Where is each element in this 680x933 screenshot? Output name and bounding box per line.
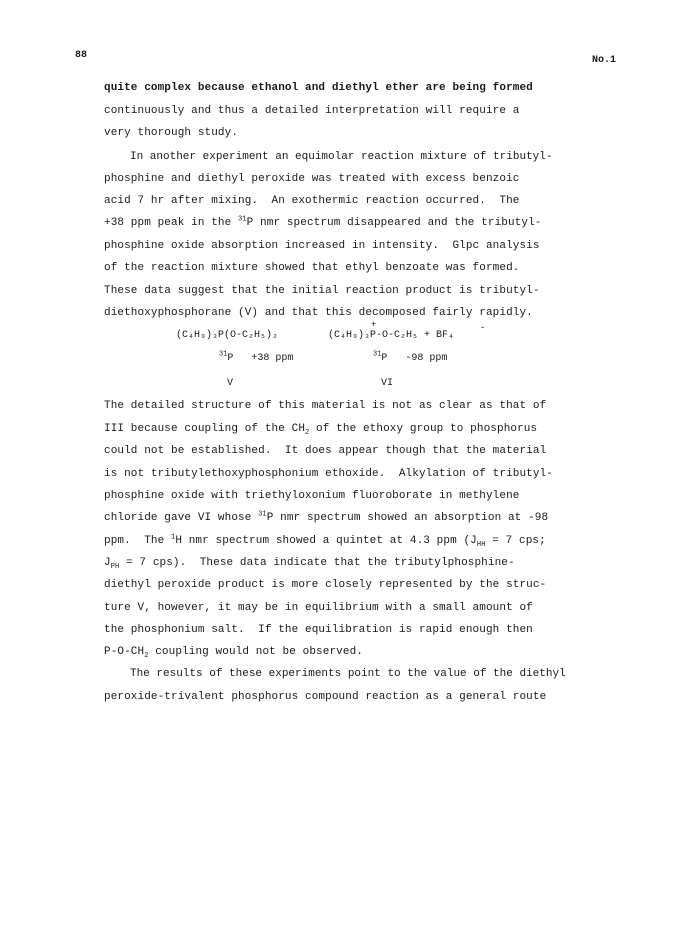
text-line: +38 ppm peak in the $^{31}$P nmr spectrum disappeared and the tributyl- — [104, 215, 542, 229]
text-line: ture V, however, it may be in equilibrium with a small amount of — [104, 602, 533, 614]
text-line: The results of these experiments point to the value of the diethyl — [130, 668, 566, 680]
text-line: the phosphonium salt. If the equilibration is rapid enough then — [104, 624, 533, 636]
text-line: continuously and thus a detailed interpretation will require a — [104, 105, 520, 117]
compound-label-v: V — [227, 378, 234, 389]
text-line: The detailed structure of this material is not as clear as that of — [104, 400, 547, 412]
text-line: III because coupling of the $CH_2$ of the ethoxy group to phosphorus — [104, 423, 538, 438]
text-line: quite complex because ethanol and diethyl ether are being formed — [104, 82, 533, 94]
text-line: diethoxyphosphorane (V) and that this decomposed fairly rapidly. — [104, 307, 533, 319]
text-line: These data suggest that the initial reaction product is tributyl- — [104, 285, 540, 297]
text-line: of the reaction mixture showed that ethyl benzoate was formed. — [104, 262, 520, 274]
text-line: is not tributylethoxyphosphonium ethoxide. Alkylation of tributyl- — [104, 468, 553, 480]
formula-v: (C₄H₉)₃P(O-C₂H₅)₂ — [176, 330, 279, 341]
text-line: very thorough study. — [104, 127, 239, 139]
formula-vi: (C₄H₉)₃P-O-C₂H₅ + BF₄ — [328, 330, 455, 341]
text-line: could not be established. It does appear though that the material — [104, 445, 547, 457]
text-line: acid 7 hr after mixing. An exothermic reaction occurred. The — [104, 195, 520, 207]
formula-vi-plus: + — [371, 320, 377, 330]
nmr-shift-v: $^{31}$P +38 ppm — [219, 350, 294, 364]
page-number: 88 — [75, 50, 88, 61]
journal-issue: No.1 — [592, 55, 617, 66]
compound-label-vi: VI — [381, 378, 394, 389]
text-line: diethyl peroxide product is more closely represented by the struc- — [104, 579, 547, 591]
text-line: chloride gave VI whose $^{31}$P nmr spectrum showed an absorption at -98 — [104, 510, 549, 524]
formula-vi-minus: - — [480, 323, 486, 333]
text-line: phosphine and diethyl peroxide was treated with excess benzoic — [104, 173, 520, 185]
text-line: phosphine oxide with triethyloxonium fluoroborate in methylene — [104, 490, 520, 502]
text-line: phosphine oxide absorption increased in intensity. Glpc analysis — [104, 240, 540, 252]
text-line: $J_{PH} = 7$ cps). These data indicate that the tributylphosphine- — [104, 557, 515, 572]
text-line: ppm. The $^1$H nmr spectrum showed a quintet at 4.3 ppm ($J_{HH} = 7$ cps; — [104, 533, 546, 550]
text-line: peroxide-trivalent phosphorus compound reaction as a general route — [104, 691, 547, 703]
text-line: In another experiment an equimolar reaction mixture of tributyl- — [130, 151, 553, 163]
text-line: $P-O-CH_2$ coupling would not be observed. — [104, 646, 363, 661]
nmr-shift-vi: $^{31}$P -98 ppm — [373, 350, 448, 364]
